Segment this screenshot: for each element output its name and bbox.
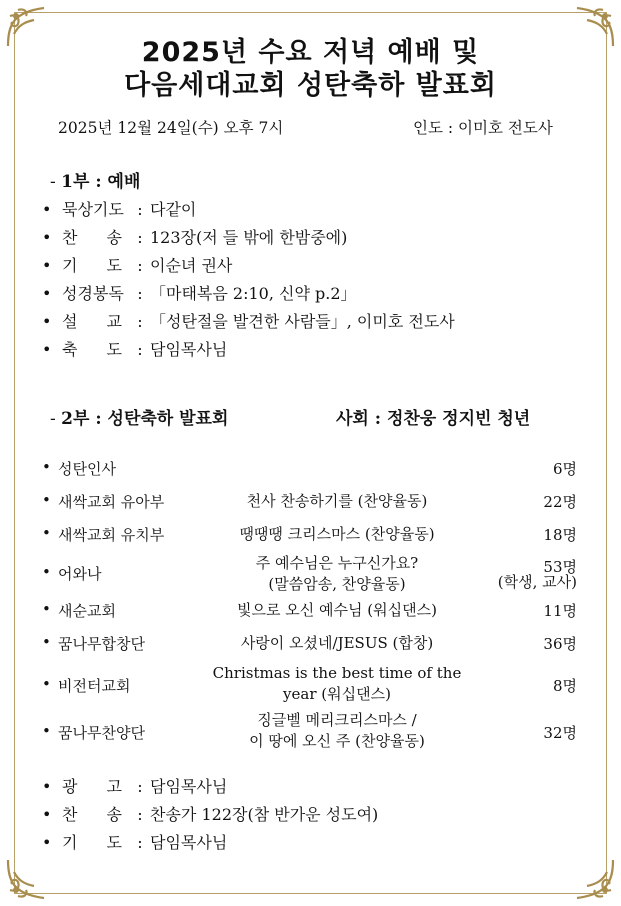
performer-name: 비전터교회 bbox=[58, 677, 131, 695]
performer-note: (학생, 교사) bbox=[497, 573, 577, 591]
program-title: 주 예수님은 누구신가요? (말씀암송, 찬양율동) bbox=[255, 554, 419, 593]
order-label: 찬 송 bbox=[62, 805, 122, 824]
order-label: 묵상기도 bbox=[62, 200, 124, 219]
page-title-line2: 다음세대교회 성탄축하 발표회 bbox=[124, 70, 497, 101]
performer-count: 36명 bbox=[543, 635, 577, 653]
order-item: • 광 고 : 담임목사님 bbox=[42, 774, 227, 797]
order-item: • 축 도 : 담임목사님 bbox=[42, 337, 227, 360]
performer-name: 새싹교회 유아부 bbox=[58, 493, 165, 511]
order-label: 설 교 bbox=[62, 312, 122, 331]
order-value: 「마태복음 2:10, 신약 p.2」 bbox=[150, 284, 357, 303]
order-label: 성경봉독 bbox=[62, 284, 124, 303]
order-label: 기 도 bbox=[62, 256, 122, 275]
part2-label: 2부 : 성탄축하 발표회 bbox=[61, 409, 229, 429]
order-label: 축 도 bbox=[62, 340, 122, 359]
order-label: 광 고 bbox=[62, 777, 122, 796]
order-value: 다같이 bbox=[150, 200, 197, 219]
order-value: 담임목사님 bbox=[150, 777, 228, 796]
order-value: 123장(저 들 밖에 한밤중에) bbox=[150, 228, 348, 247]
program-title: 땡땡땡 크리스마스 (찬양율동) bbox=[239, 525, 435, 543]
program-title: 천사 찬송하기를 (찬양율동) bbox=[246, 492, 428, 510]
part1-label: 1부 : 예배 bbox=[61, 172, 141, 192]
part1-heading: - 1부 : 예배 bbox=[50, 172, 141, 192]
order-value: 찬송가 122장(참 반가운 성도여) bbox=[150, 805, 379, 824]
order-value: 담임목사님 bbox=[150, 833, 228, 852]
order-item: • 찬 송 : 123장(저 들 밖에 한밤중에) bbox=[42, 225, 347, 248]
order-label: 찬 송 bbox=[62, 228, 122, 247]
page-title-line1: 2025년 수요 저녁 예배 및 bbox=[141, 37, 480, 68]
performer-name: 새싹교회 유치부 bbox=[58, 526, 165, 544]
performer-count: 11명 bbox=[543, 602, 577, 620]
order-item: • 설 교 : 「성탄절을 발견한 사람들」, 이미호 전도사 bbox=[42, 309, 455, 332]
order-item: • 찬 송 : 찬송가 122장(참 반가운 성도여) bbox=[42, 802, 378, 825]
performer-count: 18명 bbox=[543, 526, 577, 544]
part2-heading: - 2부 : 성탄축하 발표회 bbox=[50, 409, 229, 429]
program-title: 징글벨 메리크리스마스 / 이 땅에 오신 주 (찬양율동) bbox=[249, 711, 425, 750]
performer-name: 어와나 bbox=[58, 565, 102, 583]
performer-count: 6명 bbox=[552, 460, 577, 478]
performer-count: 32명 bbox=[543, 724, 577, 742]
performer-name: 새순교회 bbox=[58, 602, 116, 620]
performer-name: 성탄인사 bbox=[58, 460, 116, 478]
performer-count: 22명 bbox=[543, 493, 577, 511]
performer-count: 53명 bbox=[543, 558, 577, 576]
performer-count: 8명 bbox=[552, 677, 577, 695]
order-item: • 기 도 : 담임목사님 bbox=[42, 830, 227, 853]
service-leader: 인도 : 이미호 전도사 bbox=[413, 119, 553, 137]
order-item: • 기 도 : 이순녀 권사 bbox=[42, 253, 232, 276]
program-title: 사랑이 오셨네/JESUS (합창) bbox=[240, 634, 434, 652]
order-item: • 성경봉독 : 「마태복음 2:10, 신약 p.2」 bbox=[42, 281, 357, 304]
performer-name: 꿈나무찬양단 bbox=[58, 724, 145, 742]
performer-name: 꿈나무합창단 bbox=[58, 635, 145, 653]
order-value: 담임목사님 bbox=[150, 340, 228, 359]
service-datetime: 2025년 12월 24일(수) 오후 7시 bbox=[58, 119, 284, 137]
page-border bbox=[14, 12, 607, 894]
part2-host: 사회 : 정찬웅 정지빈 청년 bbox=[336, 409, 531, 429]
order-item: • 묵상기도 : 다같이 bbox=[42, 197, 196, 220]
program-title: Christmas is the best time of the year (워십댄스) bbox=[212, 664, 462, 703]
order-value: 이순녀 권사 bbox=[150, 256, 233, 275]
corner-ornament-icon bbox=[4, 856, 50, 902]
program-title: 빛으로 오신 예수님 (워십댄스) bbox=[237, 601, 437, 619]
order-value: 「성탄절을 발견한 사람들」, 이미호 전도사 bbox=[150, 312, 455, 331]
corner-ornament-icon bbox=[571, 856, 617, 902]
order-label: 기 도 bbox=[62, 833, 122, 852]
